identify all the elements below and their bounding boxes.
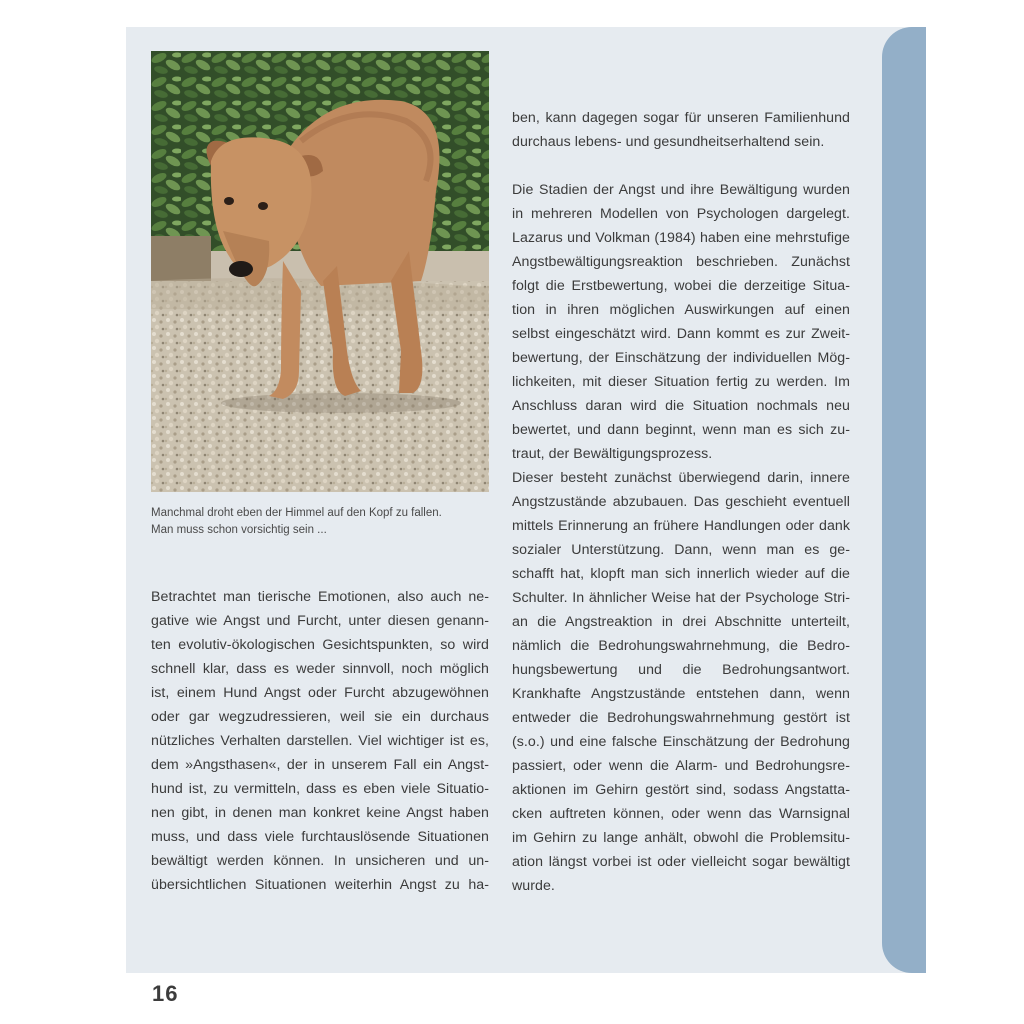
text-line: nen gibt, in denen man konkret keine Angst haben — [151, 805, 489, 821]
dog-photo — [151, 51, 489, 492]
text-line: Lazarus und Volkman (1984) haben eine mehrstufige — [512, 230, 850, 246]
text-line: übersichtlichen Situationen weiterhin Angst zu ha- — [151, 877, 489, 893]
right-text-column — [512, 106, 850, 898]
text-line: oder gar wegzudressieren, weil sie ein durchaus — [151, 709, 489, 725]
text-line: ist, einem Hund Angst oder Furcht abzugewöhnen — [151, 685, 489, 701]
text-line: Die Stadien der Angst und ihre Bewältigung wurden — [512, 182, 850, 198]
text-line: Betrachtet man tierische Emotionen, also auch ne- — [151, 589, 489, 605]
text-line: mittels Erinnerung an frühere Handlungen oder dank — [512, 518, 850, 534]
text-line: Krankhafte Angstzustände entstehen dann, wenn — [512, 686, 850, 702]
text-line: Anschluss daran wird die Situation nochmals neu — [512, 398, 850, 414]
text-line: nützliches Verhalten darstellen. Viel wichtiger ist es, — [151, 733, 489, 749]
text-line: Angstzustände abzubauen. Das geschieht eventuell — [512, 494, 850, 510]
text-line: schnell klar, dass es weder sinnvoll, noch möglich — [151, 661, 489, 677]
text-line: lichkeiten, mit dieser Situation fertig zu werden. Im — [512, 374, 850, 390]
text-line: ben, kann dagegen sogar für unseren Familienhund — [512, 110, 850, 126]
text-line: sozialer Unterstützung. Dann, wenn man es ge- — [512, 542, 850, 558]
text-line: aktionen im Gehirn gestört sind, sodass Angstatta- — [512, 782, 850, 798]
caption-line: Manchmal droht eben der Himmel auf den Kopf zu fallen. — [151, 507, 442, 519]
text-line: (s.o.) und eine falsche Einschätzung der Bedrohung — [512, 734, 850, 750]
text-line: tion in ihren möglichen Auswirkungen auf einen — [512, 302, 850, 318]
text-line: passiert, oder wenn die Alarm- und Bedrohungsre- — [512, 758, 850, 774]
caption-line: Man muss schon vorsichtig sein ... — [151, 524, 327, 536]
text-line: selbst eingeschätzt wird. Dann kommt es zur Zweit- — [512, 326, 850, 342]
text-line: ation längst vorbei ist oder vielleicht sogar bewältigt — [512, 854, 850, 870]
text-line: Schulter. In ähnlicher Weise hat der Psychologe Stri- — [512, 590, 850, 606]
text-line: ten evolutiv-ökologischen Gesichtspunkten, so wird — [151, 637, 489, 653]
photo-caption — [151, 505, 491, 539]
text-line: bewertung, der Einschätzung der individuellen Mög- — [512, 350, 850, 366]
text-line: nämlich die Bedrohungswahrnehmung, die Bedro- — [512, 638, 850, 654]
left-text-column — [151, 585, 489, 897]
text-line: an die Angstreaktion in drei Abschnitte unterteilt, — [512, 614, 850, 630]
text-line: im Gehirn zu lange anhält, obwohl die Problemsitu- — [512, 830, 850, 846]
text-line: Angstbewältigungsreaktion beschrieben. Zunächst — [512, 254, 850, 270]
text-line: wurde. — [512, 878, 555, 894]
text-line: dem »Angsthasen«, der in unserem Fall ein Angst- — [151, 757, 489, 773]
text-line: schafft hat, klopft man sich innerlich wieder auf die — [512, 566, 850, 582]
text-line: hund ist, zu vermitteln, dass es eben viele Situatio- — [151, 781, 489, 797]
text-line: gative wie Angst und Furcht, unter diesen genann- — [151, 613, 489, 629]
text-line: cken auftreten können, oder wenn das Warnsignal — [512, 806, 850, 822]
text-line: traut, der Bewältigungsprozess. — [512, 446, 713, 462]
side-tab — [882, 27, 926, 973]
text-line: Dieser besteht zunächst überwiegend darin, innere — [512, 470, 850, 486]
text-line: in mehreren Modellen von Psychologen dargelegt. — [512, 206, 850, 222]
text-line: durchaus lebens- und gesundheitserhaltend sein. — [512, 134, 825, 150]
page-number: 16 — [152, 981, 179, 1006]
text-line: entweder die Bedrohungswahrnehmung gestört ist — [512, 710, 850, 726]
text-line: muss, und dass viele furchtauslösende Situationen — [151, 829, 489, 845]
text-line: bewältigt werden können. In unsicheren und un- — [151, 853, 489, 869]
text-line: hungsbewertung und die Bedrohungsantwort. — [512, 662, 850, 678]
text-line: folgt die Erstbewertung, wobei die derzeitige Situa- — [512, 278, 850, 294]
text-line: bewertet, und dann beginnt, wenn man es sich zu- — [512, 422, 850, 438]
